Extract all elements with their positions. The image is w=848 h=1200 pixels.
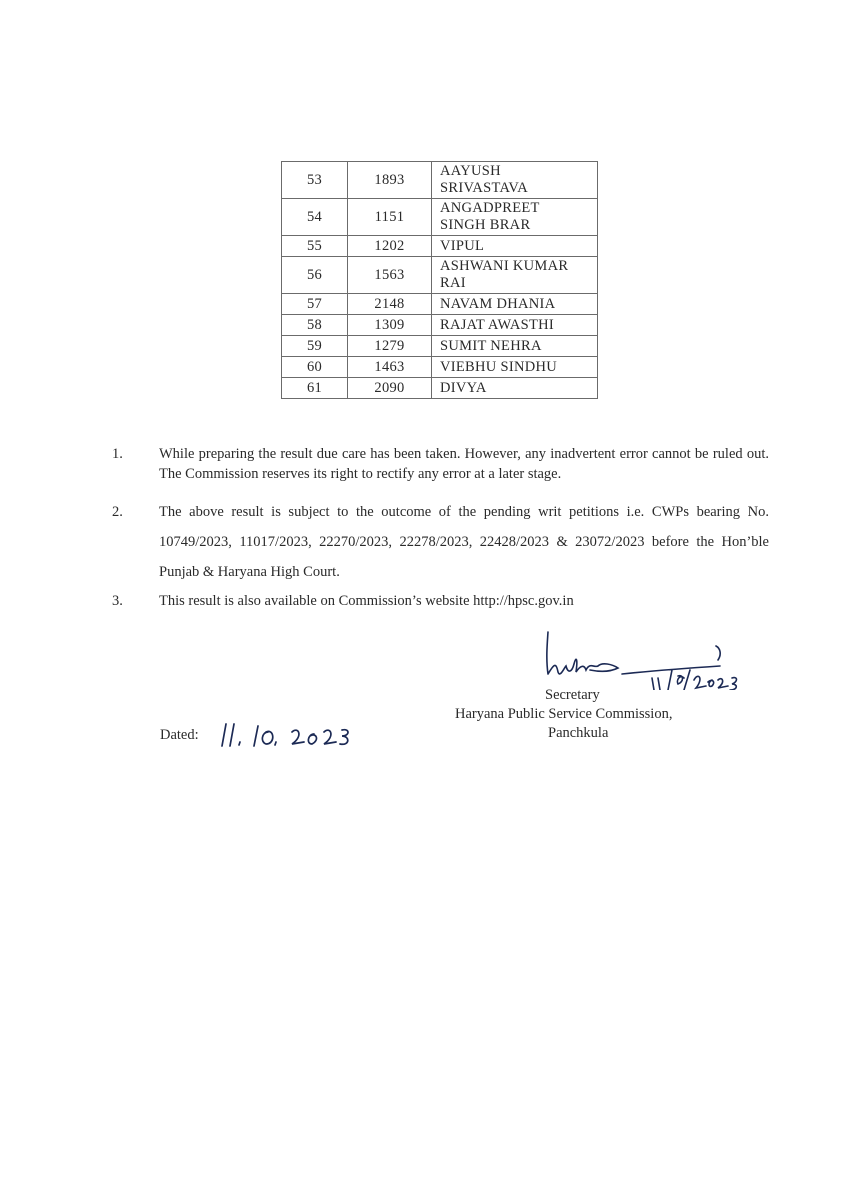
candidate-name-line-1: SUMIT NEHRA [440, 337, 542, 354]
roll-number-cell: 2090 [348, 378, 432, 399]
candidate-name-line-2: RAI [440, 275, 466, 291]
serial-number-cell: 57 [282, 294, 348, 315]
handwritten-date [218, 718, 358, 750]
serial-number-cell: 61 [282, 378, 348, 399]
note-number: 2. [112, 504, 123, 520]
candidate-name-cell [432, 199, 598, 236]
table-row [282, 236, 598, 257]
roll-number-cell: 1151 [348, 199, 432, 236]
results-table [281, 161, 598, 399]
candidate-name-line-1: DIVYA [440, 379, 487, 396]
candidate-name-cell [432, 294, 598, 315]
table-row [282, 357, 598, 378]
candidate-name-line-1: VIEBHU SINDHU [440, 358, 558, 375]
note-text: The above result is subject to the outcome of the pending writ petitions i.e. CWPs bearing No. 10749/2023, 11017/2023, 22270/2023, 22278/2023, 22428/2023 & 23072/2023 before the Hon’ble Punjab & Haryana High Court. [159, 504, 769, 580]
roll-number-cell: 1309 [348, 315, 432, 336]
results-table-body [282, 162, 598, 399]
note-number: 1. [112, 446, 123, 462]
candidate-name-cell [432, 236, 598, 257]
note-text: This result is also available on Commission’s website http://hpsc.gov.in [159, 593, 574, 609]
table-row [282, 294, 598, 315]
table-row [282, 199, 598, 236]
candidate-name-line-1: VIPUL [440, 237, 485, 254]
candidate-name-line-2: SINGH BRAR [440, 217, 531, 233]
serial-number-cell: 53 [282, 162, 348, 199]
roll-number-cell: 1202 [348, 236, 432, 257]
serial-number-cell: 59 [282, 336, 348, 357]
candidate-name-line-1: RAJAT AWASTHI [440, 316, 555, 333]
table-row [282, 378, 598, 399]
candidate-name-line-1: NAVAM DHANIA [440, 295, 556, 312]
roll-number-cell: 1279 [348, 336, 432, 357]
candidate-name-line-2: SRIVASTAVA [440, 180, 529, 196]
serial-number-cell: 55 [282, 236, 348, 257]
roll-number-cell: 2148 [348, 294, 432, 315]
signatory-place: Panchkula [548, 725, 609, 741]
roll-number-cell: 1893 [348, 162, 432, 199]
table-row [282, 336, 598, 357]
roll-number-cell: 1563 [348, 257, 432, 294]
candidate-name-cell [432, 336, 598, 357]
candidate-name-line-1: ANGADPREET [440, 200, 540, 216]
roll-number-cell: 1463 [348, 357, 432, 378]
signatory-title: Secretary [545, 687, 600, 703]
candidate-name-cell [432, 357, 598, 378]
table-row [282, 315, 598, 336]
candidate-name-cell [432, 315, 598, 336]
serial-number-cell: 58 [282, 315, 348, 336]
candidate-name-cell [432, 162, 598, 199]
serial-number-cell: 54 [282, 199, 348, 236]
note-number: 3. [112, 593, 123, 609]
serial-number-cell: 56 [282, 257, 348, 294]
table-row [282, 257, 598, 294]
dated-label: Dated: [160, 727, 199, 743]
candidate-name-line-1: AAYUSH [440, 163, 501, 179]
handwritten-signature-date [620, 640, 760, 690]
note-text: While preparing the result due care has been taken. However, any inadvertent error cannot be ruled out. The Commission reserves its right to rectify any error at a later stage. [159, 446, 769, 482]
candidate-name-cell [432, 378, 598, 399]
table-row [282, 162, 598, 199]
candidate-name-cell [432, 257, 598, 294]
candidate-name-line-1: ASHWANI KUMAR [440, 258, 569, 274]
signatory-organization: Haryana Public Service Commission, [455, 706, 673, 722]
serial-number-cell: 60 [282, 357, 348, 378]
